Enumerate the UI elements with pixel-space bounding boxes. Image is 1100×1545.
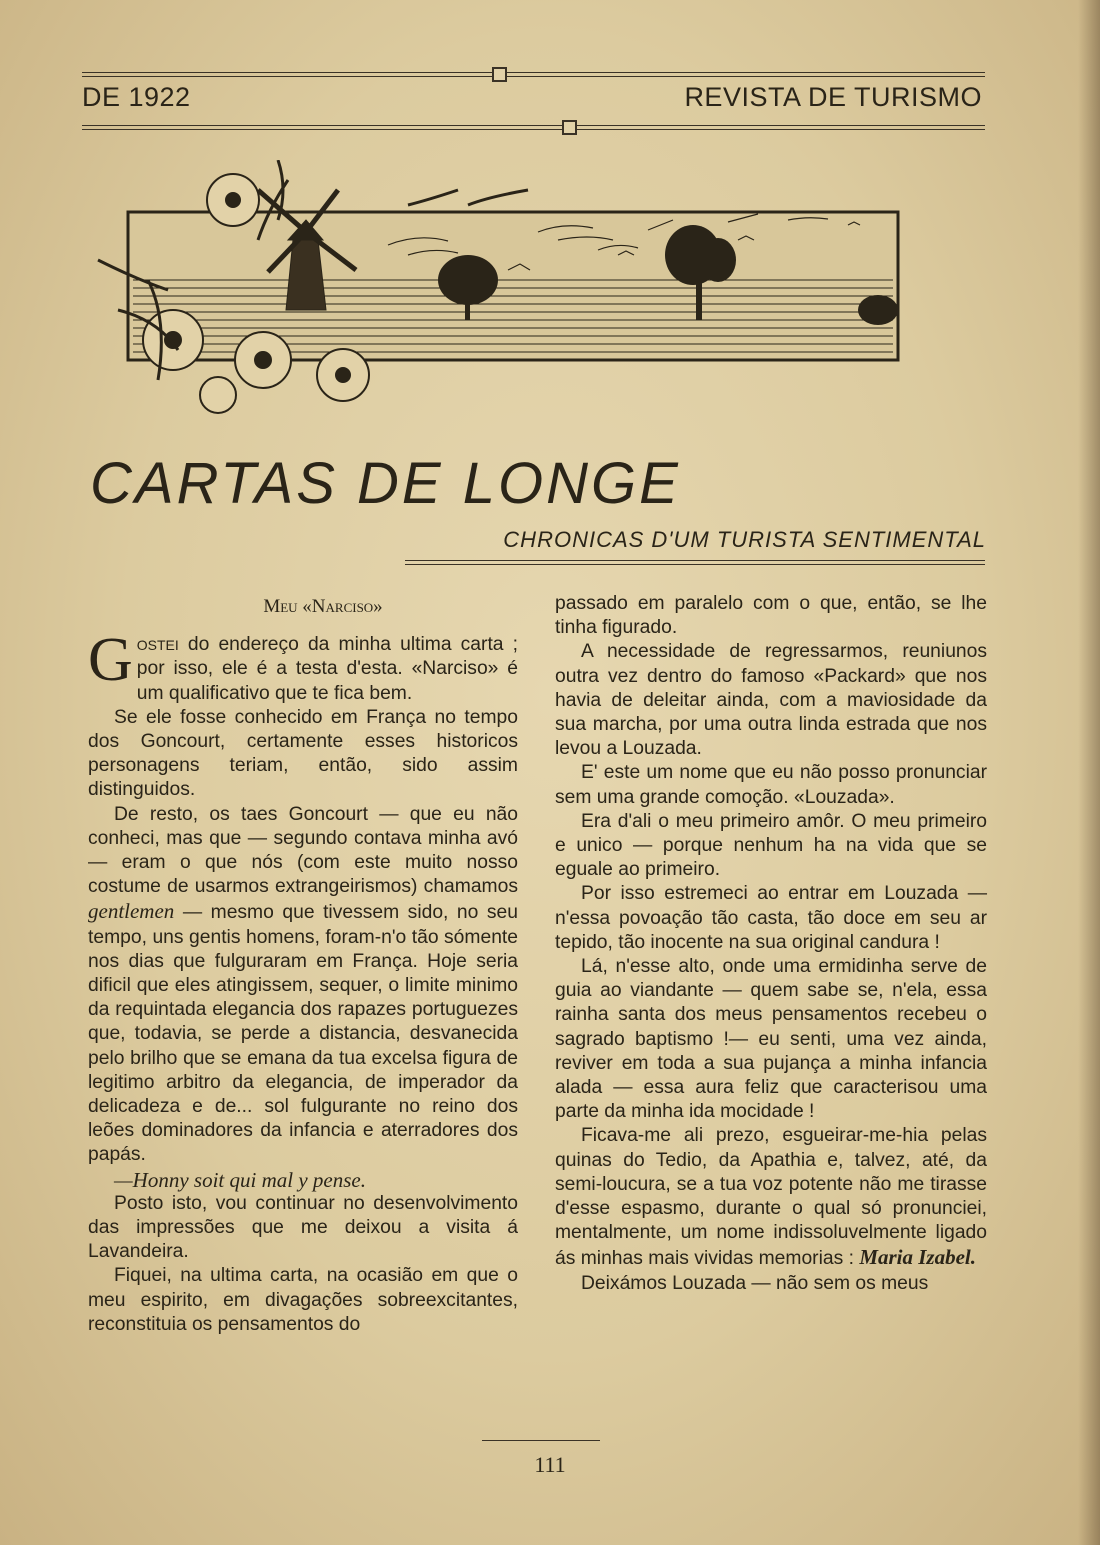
drop-cap: G bbox=[88, 626, 133, 695]
article-title: CARTAS DE LONGE bbox=[90, 451, 681, 516]
page-edge-shadow bbox=[1078, 0, 1100, 1545]
paragraph-1 bbox=[88, 626, 518, 706]
r-paragraph-3: E' este um nome que eu não posso pronunciar sem uma grande comoção. «Louzada». bbox=[555, 762, 987, 808]
salutation: Meu «Narciso» bbox=[263, 596, 383, 617]
r-paragraph-6: Lá, n'esse alto, onde uma ermidinha serve de guia ao viandante — quem sabe se, n'ela, essa rainha santa dos meus pensamentos recebeu o sagrado baptismo !— eu senti, uma vez ainda, reviver em toda a sua pujança a minha infancia alada — essa aura feliz que caracterisou uma parte da minha ida mocidade ! bbox=[555, 956, 987, 1123]
right-column bbox=[555, 592, 987, 1296]
header-top-rule bbox=[82, 72, 985, 80]
header-bottom-rule bbox=[82, 125, 985, 133]
r-paragraph-7-text: Ficava-me ali prezo, esgueirar-me-hia pelas quinas do Tedio, da Apathia e, talvez, até, da semi-loucura, se a tua voz potente não me tirasse d'esse espasmo, durante o qual só pronunciei, mentalmente, um nome indissoluvelmente ligado ás minhas mais vividas memorias : bbox=[555, 1125, 987, 1270]
header-magazine-name: REVISTA DE TURISMO bbox=[684, 82, 982, 112]
r-paragraph-1: passado em paralelo com o que, então, se lhe tinha figurado. bbox=[555, 593, 987, 639]
italic-maria-izabel: Maria Izabel. bbox=[859, 1245, 976, 1270]
subtitle-rule bbox=[405, 560, 985, 561]
article-subtitle: CHRONICAS D'UM TURISTA SENTIMENTAL bbox=[503, 527, 986, 552]
paragraph-3-text-b: — mesmo que tivessem sido, no seu tempo, uns gentis homens, foram-n'o tão sómente nos dias que fulguraram em França. Hoje seria dificil que eles atingissem, sequer, o limite minimo da requintada elegancia dos rapazes portuguezes que, todavia, se perde a distancia, desvanecida pelo brilho que se emana da tua excelsa figura de legitimo arbitro da elegancia, de imperador da delicadeza e de... sol fulgurante no reino dos leões dominadores da infancia e aterradores dos papás. bbox=[88, 902, 518, 1166]
paragraph-5: Posto isto, vou continuar no desenvolvimento das impressões que me deixou a visita á Lavandeira. bbox=[88, 1192, 518, 1263]
paragraph-3 bbox=[88, 803, 518, 1168]
header-year: DE 1922 bbox=[82, 82, 191, 112]
paragraph-2: Se ele fosse conhecido em França no tempo dos Goncourt, certamente esses historicos personagens teriam, então, sido assim distinguidos. bbox=[88, 706, 518, 801]
subtitle-rule-2 bbox=[405, 564, 985, 565]
paragraph-6: Fiquei, na ultima carta, na ocasião em que o meu espirito, em divagações sobreexcitantes, reconstituia os pensamentos do bbox=[88, 1265, 518, 1335]
r-paragraph-2: A necessidade de regressarmos, reuniunos outra vez dentro do famoso «Packard» que nos havia de deleitar ainda, com a maviosidade da sua marcha, por uma outra linda estrada que nos levou a Louzada. bbox=[555, 641, 987, 760]
italic-gentlemen: gentlemen bbox=[88, 899, 175, 924]
paragraph-4-quote: —Honny soit qui mal y pense. bbox=[114, 1167, 366, 1192]
paragraph-3-text-a: De resto, os taes Goncourt — que eu não conheci, mas que — segundo contava minha avó — eram o que nós (com este muito nosso costume de usarmos extrangeirismos) chamamos bbox=[88, 803, 518, 898]
r-paragraph-8: Deixámos Louzada — não sem os meus bbox=[581, 1272, 929, 1294]
left-column bbox=[88, 595, 518, 1337]
r-paragraph-7 bbox=[555, 1124, 987, 1271]
windmill-landscape-icon bbox=[88, 160, 908, 430]
footer-rule bbox=[482, 1440, 600, 1441]
r-paragraph-4: Era d'ali o meu primeiro amôr. O meu primeiro e unico — porque nenhum ha na vida que se eguale ao primeiro. bbox=[555, 810, 987, 881]
first-word: ostei bbox=[136, 634, 179, 656]
r-paragraph-5: Por isso estremeci ao entrar em Louzada — n'essa povoação tão casta, tão doce em seu ar tepido, tão inocente na sua original candura ! bbox=[555, 883, 987, 953]
page-number: 111 bbox=[534, 1452, 566, 1477]
paragraph-1-text: do endereço da minha ultima carta ; por isso, ele é a testa d'esta. «Narciso» é um qualificativo que te fica bem. bbox=[136, 634, 518, 704]
